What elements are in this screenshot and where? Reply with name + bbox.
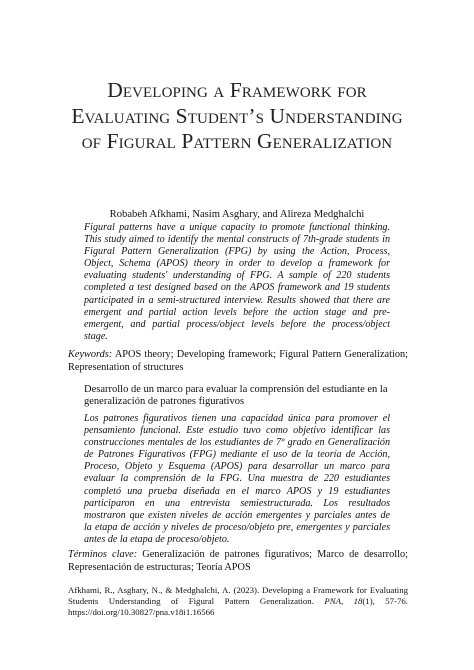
abstract-line: Object, Schema (APOS) theory in order to develop a framework for xyxy=(84,258,390,270)
keywords-text: Representation of structures xyxy=(68,361,184,373)
abstract-line: stage. xyxy=(84,330,108,342)
keywords-text: Representación de estructuras; Teoría APOS xyxy=(68,561,251,573)
citation-line: Afkhami, R., Asghary, N., & Medghalchi, A. (2023). Developing a Framework for Evaluating xyxy=(68,585,408,595)
title-line: Developing a Framework for xyxy=(107,78,367,102)
title-line: of Figural Pattern Generalization xyxy=(81,129,393,153)
abstract-line: completed a test designed based on the APOS framework and 19 students xyxy=(84,282,390,294)
keywords-label: Keywords: xyxy=(68,349,113,360)
paper-title xyxy=(40,78,434,155)
abstract-line: emergent, and partial process/object levels before the process/object xyxy=(84,318,390,330)
spanish-title-line: Desarrollo de un marco para evaluar la comprensión del estudiante en la xyxy=(84,384,388,395)
abstract-line: Figural patterns have a unique capacity to promote functional thinking. xyxy=(84,222,390,233)
abstract-line: participaron en una entrevista semiestructurada. Los resultados xyxy=(84,497,390,509)
abstract-line: This study aimed to identify the mental constructs of 7th-grade students in xyxy=(84,234,390,246)
authors-line: Robabeh Afkhami, Nasim Asghary, and Alireza Medghalchi xyxy=(109,209,365,220)
keywords-english xyxy=(68,349,408,374)
abstract-line: Los patrones figurativos tienen una capacidad única para promover el xyxy=(84,413,390,424)
citation-block xyxy=(68,585,408,618)
abstract-line: la etapa de acción y niveles de proceso/objeto pre, emergentes y parciales xyxy=(84,521,390,533)
abstract-line: participated in a semi-structured interview. Results showed that there are xyxy=(84,294,390,306)
citation-text: Students Understanding of Figural Pattern Generalization. xyxy=(68,596,314,606)
citation-issue: (1), 57-76. xyxy=(362,596,408,606)
abstract-line: Figural Pattern Generalization (FPG) by using the Action, Process, xyxy=(84,246,390,258)
spanish-title-line: generalización de patrones figurativos xyxy=(84,396,245,408)
abstract-line: evaluar la comprensión de la FPG. Una muestra de 220 estudiantes xyxy=(84,473,390,485)
doi-link[interactable]: https://doi.org/10.30827/pna.v18i1.16566 xyxy=(68,607,215,617)
abstract-line: Proceso, Objeto y Esquema (APOS) para desarrollar un marco para xyxy=(84,461,390,473)
keywords-text: Generalización de patrones figurativos; Marco de desarrollo; xyxy=(142,549,408,560)
abstract-line: mostraron que existen niveles de acción emergentes y parciales antes de xyxy=(84,509,390,521)
keywords-spanish xyxy=(68,549,408,574)
abstract-line: completó una prueba diseñada en el marco APOS y 19 estudiantes xyxy=(84,485,390,497)
keywords-text: APOS theory; Developing framework; Figural Pattern Generalization; xyxy=(114,349,408,360)
abstract-english xyxy=(84,222,390,343)
abstract-spanish xyxy=(84,413,390,546)
keywords-label: Términos clave: xyxy=(68,549,138,560)
abstract-line: evaluating students' understanding of FPG. A sample of 220 students xyxy=(84,270,390,282)
abstract-line: emergent and partial action levels before the action stage and pre- xyxy=(84,306,390,318)
citation-journal: PNA, 18 xyxy=(324,596,363,606)
abstract-line: de Patrones Figurativos (FPG) mediante el uso de la teoría de Acción, xyxy=(84,449,390,461)
abstract-line: construcciones mentales de los estudiantes de 7º grado en Generalización xyxy=(84,437,390,449)
abstract-line: pensamiento funcional. Este estudio tuvo como objetivo identificar las xyxy=(84,425,390,437)
spanish-title xyxy=(84,384,390,408)
title-line: Evaluating Student’s Understanding xyxy=(71,103,403,128)
abstract-line: antes de la etapa de proceso/objeto. xyxy=(84,533,230,545)
